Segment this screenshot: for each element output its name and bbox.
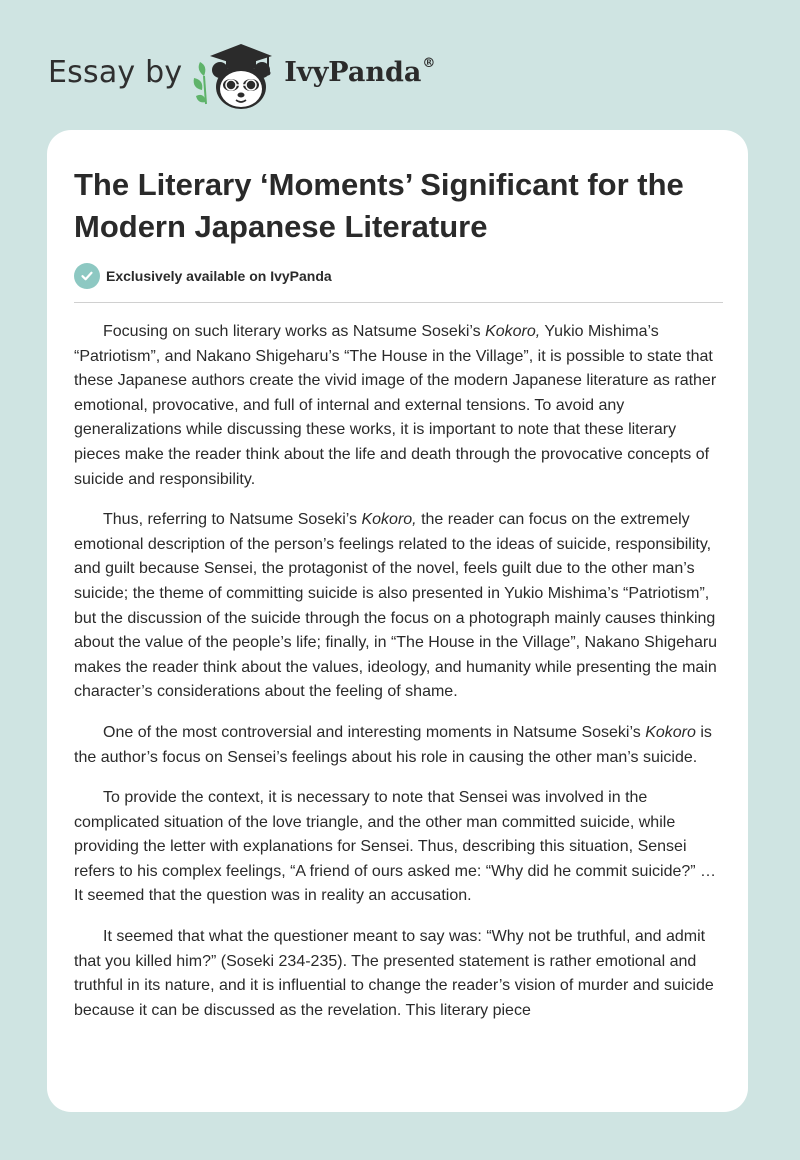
paragraph-text: Focusing on such literary works as Natsume Soseki’s	[103, 323, 486, 340]
paragraph-text: It seemed that what the questioner meant to say was: “Why not be truthful, and admit that you killed him?” (Soseki 234-235). The presented statement is rather emotional and truthful in its nature, and it is influential to change the reader’s vision of murder and suicide because it can be discussed as the revelation. This literary piece	[74, 928, 714, 1019]
ivypanda-logo-icon[interactable]	[190, 32, 282, 112]
essay-title: The Literary ‘Moments’ Significant for the Modern Japanese Literature	[74, 167, 684, 244]
paragraph-text: To provide the context, it is necessary to note that Sensei was involved in the complicated situation of the love triangle, and the other man committed suicide, while providing the letter with explanations for Sensei. Thus, describing this situation, Sensei refers to his complex feelings, “A friend of ours asked me: “Why did he commit suicide?” … It seemed that the question was in reality an accusation.	[74, 789, 717, 905]
italic-title-text: Kokoro,	[485, 323, 541, 340]
essay-paragraph	[74, 508, 726, 705]
essay-paragraph	[74, 925, 726, 1023]
paragraph-text: Thus, referring to Natsume Soseki’s	[103, 511, 362, 529]
essay-paragraph	[74, 786, 726, 909]
essay-paragraph	[74, 721, 726, 770]
exclusive-badge	[74, 263, 332, 289]
essay-body	[74, 320, 726, 1039]
paragraph-text: Yukio Mishima’s “Patriotism”, and Nakano Shigeharu’s “The House in the Village”, it is possible to state that these Japanese authors create the vivid image of the modern Japanese literature as rather emotional, provocative, and full of internal and external tensions. To avoid any generalizations while discussing these works, it is important to note that these literary pieces make the reader think about the life and death through the provocative concepts of suicide and responsibility.	[74, 323, 717, 488]
italic-title-text: Kokoro,	[361, 511, 417, 529]
site-header	[48, 32, 435, 112]
divider	[74, 302, 723, 303]
italic-title-text: Kokoro	[645, 723, 696, 741]
paragraph-text: is the author’s focus on Sensei’s feelings about his role in causing the other man’s suicide.	[74, 723, 712, 766]
registered-mark: ®	[422, 56, 436, 71]
brand-name[interactable]: IvyPanda®	[284, 56, 436, 88]
paragraph-text: the reader can focus on the extremely emotional description of the person’s feelings related to the ideas of suicide, responsibility, and guilt because Sensei, the protagonist of the novel, feels guilt due to the other man’s suicide; the theme of committing suicide is also presented in Yukio Mishima’s “Patriotism”, but the discussion of the suicide through the focus on a photograph mainly causes thinking about the value of the people’s life; finally, in “The House in the Village”, Nakano Shigeharu makes the reader think about the values, ideology, and humanity while presenting the main character’s considerations about the feeling of shame.	[74, 511, 718, 701]
exclusive-badge-label: Exclusively available on IvyPanda	[106, 268, 332, 284]
essay-paragraph	[74, 320, 726, 492]
essay-by-label: Essay by	[48, 54, 183, 90]
paragraph-text: One of the most controversial and interesting moments in Natsume Soseki’s	[103, 723, 646, 741]
essay-card	[47, 130, 748, 1112]
check-circle-icon	[74, 263, 100, 289]
